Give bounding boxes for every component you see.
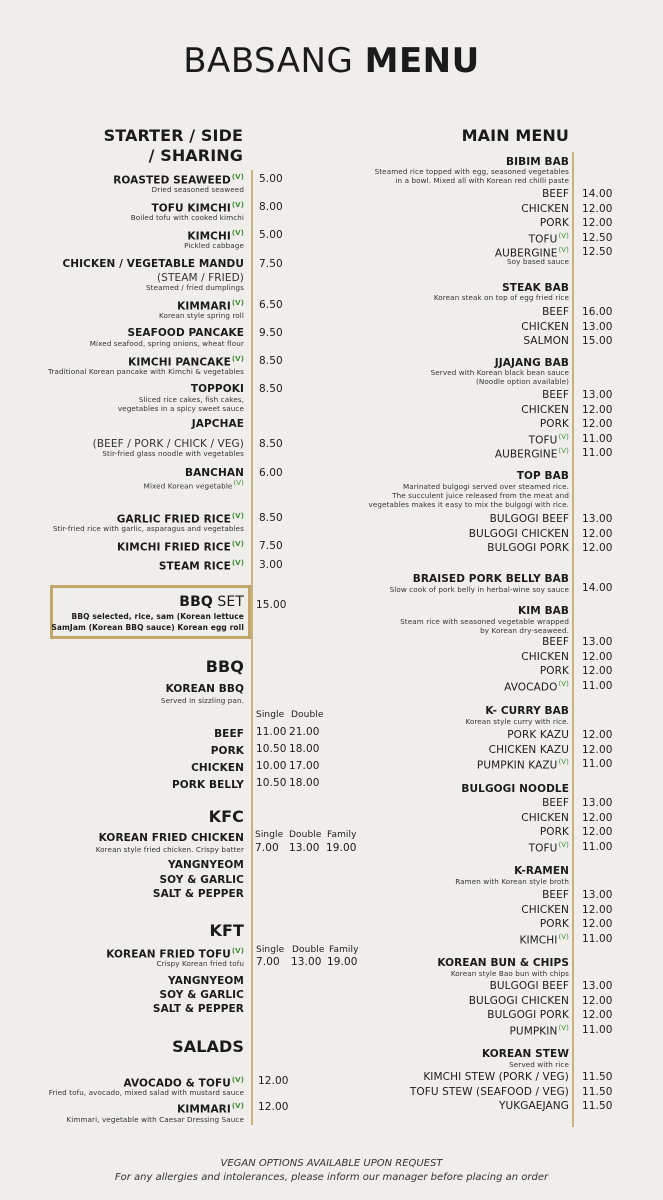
dish-option-text: PORK — [539, 418, 569, 431]
vegan-mark: (V) — [558, 432, 569, 441]
vegan-mark: (V) — [558, 758, 569, 767]
dish-desc: Served with Korean black bean sauce — [430, 368, 569, 377]
dish-option-price: 11.00 — [582, 447, 613, 460]
bbq-row-name: PORK — [210, 745, 244, 757]
kft-price-family: 19.00 — [327, 956, 358, 968]
salad-item-name-text: KIMMARI — [177, 1103, 231, 1116]
price-column-header: Double — [291, 710, 324, 720]
starter-item-desc-text: Sliced rice cakes, fish cakes, — [138, 395, 244, 404]
starter-item-desc-text: Dried seasoned seaweed — [151, 185, 244, 194]
allergy-note: For any allergies and intolerances, please inform our manager before placing an order — [114, 1172, 549, 1183]
dish-name: K-RAMEN — [514, 865, 569, 877]
dish-option-price: 12.00 — [582, 665, 613, 678]
left-divider — [251, 170, 253, 1125]
dish-option-text: CHICKEN — [521, 811, 569, 824]
section-heading: KFT — [209, 921, 244, 940]
starter-item-desc: vegetables in a spicy sweet sauce — [117, 404, 244, 413]
dish-option-price: 13.00 — [582, 889, 613, 901]
price-column-header: Family — [329, 945, 359, 955]
dish-option — [469, 996, 569, 1007]
dish-option — [542, 189, 569, 200]
dish-option-price: 11.50 — [582, 1085, 613, 1098]
vegan-mark: (V) — [231, 1102, 244, 1110]
dish-option-text: TOFU — [528, 842, 558, 855]
dish-option-text: PORK — [539, 918, 569, 931]
dish-option — [489, 745, 569, 756]
starter-item-price: 8.50 — [259, 355, 283, 367]
dish-option-price: 12.00 — [582, 527, 613, 540]
starter-item-desc — [139, 396, 244, 403]
starter-item-desc — [48, 368, 244, 375]
sauce-option: SALT & PEPPER — [152, 888, 244, 900]
dish-option-price: 12.00 — [582, 743, 613, 756]
dish-option-text: YUKGAEJANG — [498, 1100, 569, 1113]
dish-option-text: BULGOGI BEEF — [489, 513, 569, 525]
dish-option — [529, 842, 569, 854]
starter-item-price: 7.50 — [259, 540, 283, 552]
salad-item-desc: Fried tofu, avocado, mixed salad with mustard sauce — [48, 1088, 244, 1097]
dish-option — [540, 666, 569, 677]
bbq-row-double: 17.00 — [289, 760, 320, 772]
dish-option-price: 12.00 — [582, 729, 613, 741]
starter-item-name-text: KIMCHI PANCAKE — [128, 356, 231, 369]
dish-desc: Ramen with Korean style broth — [455, 877, 569, 886]
dish-option-text: TOFU — [528, 434, 558, 447]
starter-item-name-text: TOPPOKI — [190, 383, 244, 395]
dish-name: STEAK BAB — [502, 282, 569, 294]
dish-option-text: BULGOGI PORK — [487, 1009, 569, 1022]
dish-name: K- CURRY BAB — [485, 705, 569, 717]
starter-item-desc — [131, 214, 244, 221]
dish-option — [529, 434, 569, 446]
bbq-row-name: BEEF — [214, 728, 244, 740]
dish-option-text: BEEF — [542, 889, 569, 901]
dish-option — [542, 390, 569, 401]
vegan-mark: (V) — [231, 947, 244, 955]
starter-item-price: 5.00 — [259, 173, 283, 185]
dish-desc: in a bowl. Mixed all with Korean red chilli paste — [395, 176, 569, 185]
dish-option-price: 12.00 — [582, 217, 613, 230]
dish-option-price: 12.00 — [582, 202, 613, 215]
vegan-mark: (V) — [558, 1023, 569, 1032]
dish-option-text: BEEF — [542, 306, 569, 318]
price-column-header: Double — [289, 830, 322, 840]
dish-option-text: AVOCADO — [504, 681, 558, 694]
bbq-set-desc: BBQ selected, rice, sam (Korean lettuce — [71, 612, 244, 621]
vegan-mark: (V) — [558, 447, 569, 456]
dish-option-text: KIMCHI STEW (PORK / VEG) — [423, 1071, 569, 1083]
dish-option-text: SALMON — [523, 335, 569, 348]
starter-item-price: 8.50 — [259, 383, 283, 395]
right-divider — [572, 152, 574, 1127]
section-heading: SALADS — [172, 1037, 244, 1056]
dish-option-price: 12.00 — [582, 811, 613, 824]
dish-option-text: AUBERGINE — [494, 448, 558, 461]
dish-option-text: CHICKEN — [521, 903, 569, 916]
kfc-price-family: 19.00 — [326, 842, 357, 854]
bbq-row-single: 10.00 — [256, 760, 287, 772]
vegan-mark: (V) — [558, 231, 569, 240]
starter-item-name — [127, 328, 244, 339]
dish-name: BULGOGI NOODLE — [461, 783, 569, 795]
dish-option-text: KIMCHI — [519, 934, 558, 947]
vegan-mark: (V) — [233, 479, 244, 487]
dish-desc: (Noodle option available) — [476, 377, 569, 386]
section-heading: MAIN MENU — [461, 126, 569, 145]
kft-price-single: 7.00 — [256, 956, 280, 968]
dish-desc: Steamed rice topped with egg, seasoned vegetables — [374, 167, 569, 176]
dish-option — [490, 514, 569, 525]
kfc-item-name: KOREAN FRIED CHICKEN — [98, 832, 244, 844]
dish-name: BIBIM BAB — [506, 156, 569, 168]
dish-name: TOP BAB — [516, 470, 569, 482]
dish-option — [540, 419, 569, 430]
starter-item-name-text: CHICKEN / VEGETABLE MANDU — [62, 258, 244, 270]
kfc-price-double: 13.00 — [289, 842, 320, 854]
dish-option — [521, 204, 569, 215]
dish-option-text: CHICKEN — [521, 320, 569, 333]
dish-option-price: 15.00 — [582, 335, 613, 348]
dish-option-price: 11.00 — [582, 1023, 613, 1036]
dish-option — [477, 759, 569, 771]
starter-item-name-text: GARLIC FRIED RICE — [116, 513, 231, 526]
starter-item-price: 8.50 — [259, 438, 283, 450]
starter-item-price: 7.50 — [259, 258, 283, 270]
dish-option — [521, 652, 569, 663]
vegan-mark: (V) — [231, 201, 244, 209]
starter-item-name — [62, 259, 244, 270]
bbq-row-single: 11.00 — [256, 726, 287, 738]
starter-item-desc-text: Stir-fried glass noodle with vegetables — [102, 449, 244, 458]
starter-item-price: 8.50 — [259, 512, 283, 524]
dish-option-price: 13.00 — [582, 636, 613, 648]
starter-item-name — [159, 560, 244, 572]
dish-option-text: BULGOGI CHICKEN — [468, 527, 569, 540]
starter-item-price: 3.00 — [259, 559, 283, 571]
kfc-item-desc: Korean style fried chicken. Crispy batter — [95, 845, 244, 854]
dish-option-price: 12.00 — [582, 650, 613, 663]
sauce-option: SOY & GARLIC — [159, 989, 244, 1001]
title-part2: MENU — [364, 41, 480, 81]
starter-item-name — [191, 384, 244, 395]
starter-item-name — [192, 419, 244, 430]
dish-option-text: AUBERGINE — [494, 247, 558, 260]
kft-price-double: 13.00 — [291, 956, 322, 968]
dish-option — [523, 336, 569, 347]
dish-option — [490, 981, 569, 992]
starter-item-desc-text: Pickled cabbage — [184, 241, 244, 250]
dish-option-price: 11.00 — [582, 679, 613, 692]
dish-option-price: 13.00 — [582, 389, 613, 401]
dish-desc: Slow cook of pork belly in herbal-wine soy sauce — [389, 585, 569, 594]
dish-option-text: CHICKEN KAZU — [488, 743, 569, 756]
dish-option-price: 12.00 — [582, 826, 613, 839]
dish-option — [499, 1101, 569, 1112]
dish-option-text: BULGOGI BEEF — [489, 980, 569, 992]
dish-option-text: BEEF — [542, 188, 569, 200]
vegan-mark: (V) — [231, 540, 244, 548]
dish-option-price: 12.50 — [582, 246, 613, 259]
bbq-row-double: 21.00 — [289, 726, 320, 738]
dish-option-text: PORK — [539, 826, 569, 839]
starter-item-name-text: BANCHAN — [184, 467, 244, 479]
dish-option — [487, 543, 569, 554]
starter-item-price: 9.50 — [259, 327, 283, 339]
bbq-set-title: BBQ SET — [179, 594, 244, 610]
dish-option-price: 12.00 — [582, 994, 613, 1007]
price-column-header: Single — [256, 710, 285, 720]
dish-option-text: CHICKEN — [521, 403, 569, 416]
kft-item-name-text: KOREAN FRIED TOFU — [106, 948, 231, 961]
price-column-header: Single — [256, 945, 285, 955]
dish-option-price: 11.50 — [582, 1071, 613, 1083]
dish-option-price: 12.00 — [582, 918, 613, 931]
dish-option — [542, 890, 569, 901]
dish-option-price: 13.00 — [582, 513, 613, 525]
dish-option-text: CHICKEN — [521, 650, 569, 663]
dish-desc: vegetables makes it easy to mix the bulgogi with rice. — [368, 500, 569, 509]
dish-option-text: BEEF — [542, 797, 569, 809]
sauce-option: YANGNYEOM — [168, 859, 244, 871]
dish-option-price: 12.00 — [582, 903, 613, 916]
bbq-row-name: CHICKEN — [191, 762, 244, 774]
starter-item-desc-text: Steamed / fried dumplings — [146, 283, 244, 292]
dish-option-text: CHICKEN — [521, 202, 569, 215]
dish-desc: Korean style Bao bun with chips — [450, 969, 569, 978]
dish-option-text: BEEF — [542, 389, 569, 401]
section-heading: / SHARING — [148, 146, 243, 165]
dish-option-text: TOFU STEW (SEAFOOD / VEG) — [409, 1085, 569, 1098]
starter-item-option: (STEAM / FRIED) — [156, 272, 244, 284]
dish-option-price: 13.00 — [582, 320, 613, 333]
vegan-mark: (V) — [558, 679, 569, 688]
starter-item-desc — [184, 242, 244, 249]
price-column-header: Family — [327, 830, 357, 840]
bbq-set-desc: SamJam (Korean BBQ sauce) Korean egg roll — [51, 623, 244, 632]
dish-option — [469, 529, 569, 540]
section-heading: KFC — [208, 807, 244, 826]
bbq-item-desc: Served in sizzling pan. — [160, 696, 244, 705]
starter-item-desc — [146, 284, 244, 291]
dish-price: 14.00 — [582, 582, 613, 594]
salad-item-desc: Kimmari, vegetable with Caesar Dressing Sauce — [66, 1115, 244, 1124]
vegan-mark: (V) — [231, 173, 244, 181]
dish-option-price: 13.00 — [582, 797, 613, 809]
bbq-row-single: 10.50 — [256, 777, 287, 789]
dish-option-price: 12.50 — [582, 231, 613, 244]
dish-option — [509, 1025, 569, 1037]
dish-option — [521, 322, 569, 333]
vegan-mark: (V) — [231, 512, 244, 520]
dish-option — [519, 934, 569, 946]
dish-name: KOREAN BUN & CHIPS — [437, 957, 569, 969]
dish-option-price: 14.00 — [582, 188, 613, 200]
dish-option — [521, 813, 569, 824]
starter-item-desc — [102, 450, 244, 457]
price-column-header: Single — [255, 830, 284, 840]
dish-desc: Marinated bulgogi served over steamed rice. — [402, 482, 569, 491]
starter-item-desc — [90, 340, 244, 347]
page-title — [0, 41, 663, 81]
dish-option — [521, 905, 569, 916]
dish-option — [540, 218, 569, 229]
starter-item-price: 6.00 — [259, 467, 283, 479]
starter-item-desc-text: Mixed Korean vegetable — [143, 481, 233, 491]
dish-option-price: 11.00 — [582, 758, 613, 771]
dish-option-price: 16.00 — [582, 306, 613, 318]
vegan-mark: (V) — [231, 229, 244, 237]
title-part1: BABSANG — [183, 41, 354, 81]
starter-item-price: 6.50 — [259, 299, 283, 311]
starter-item-desc — [53, 525, 244, 532]
dish-option — [521, 405, 569, 416]
section-heading: BBQ — [205, 657, 244, 676]
dish-option-text: BULGOGI CHICKEN — [468, 994, 569, 1007]
dish-desc: Served with rice — [509, 1060, 569, 1069]
dish-desc: Korean style curry with rice. — [465, 717, 569, 726]
starter-item-desc — [159, 312, 244, 319]
starter-item-desc-text: Boiled tofu with cooked kimchi — [130, 213, 244, 222]
starter-item-name-text: JAPCHAE — [191, 418, 244, 430]
dish-option-text: PUMPKIN — [509, 1025, 558, 1038]
salad-item-name — [177, 1103, 244, 1115]
kft-item-desc: Crispy Korean fried tofu — [156, 959, 244, 968]
dish-option-price: 12.00 — [582, 403, 613, 416]
dish-option — [542, 637, 569, 648]
sauce-option: SALT & PEPPER — [152, 1003, 244, 1015]
kfc-price-single: 7.00 — [255, 842, 279, 854]
dish-option-text: TOFU — [528, 233, 558, 246]
starter-item-name-text: KIMCHI FRIED RICE — [117, 541, 231, 554]
starter-item-desc — [144, 480, 244, 490]
vegan-mark: (V) — [558, 840, 569, 849]
dish-option-price: 11.00 — [582, 432, 613, 445]
price-column-header: Double — [292, 945, 325, 955]
salad-item-price: 12.00 — [258, 1101, 289, 1113]
dish-option-text: BEEF — [542, 636, 569, 648]
starter-item-desc-text: Traditional Korean pancake with Kimchi & vegetables — [47, 367, 244, 376]
vegan-mark: (V) — [231, 299, 244, 307]
dish-desc: The succulent juice released from the meat and — [392, 491, 569, 500]
dish-option-text: BULGOGI PORK — [487, 542, 569, 555]
dish-option — [529, 233, 569, 245]
bbq-row-double: 18.00 — [289, 777, 320, 789]
dish-option-price: 12.00 — [582, 1009, 613, 1022]
dish-option-price: 11.00 — [582, 840, 613, 853]
bbq-row-double: 18.00 — [289, 743, 320, 755]
starter-item-name-text: KIMMARI — [177, 300, 231, 313]
sauce-option: SOY & GARLIC — [159, 874, 244, 886]
dish-name: JJAJANG BAB — [494, 357, 569, 369]
starter-item-desc-text: Mixed seafood, spring onions, wheat flour — [89, 339, 244, 348]
sauce-option: YANGNYEOM — [168, 975, 244, 987]
dish-desc: by Korean dry-seaweed. — [480, 626, 569, 635]
dish-option — [410, 1087, 569, 1098]
dish-option-price: 11.50 — [582, 1100, 613, 1113]
dish-option-price: 13.00 — [582, 980, 613, 992]
dish-name: KOREAN STEW — [482, 1048, 569, 1060]
bbq-set-price: 15.00 — [256, 599, 287, 611]
dish-option-price: 12.00 — [582, 418, 613, 431]
section-heading: STARTER / SIDE — [103, 126, 243, 145]
starter-item-desc-text: Stir-fried rice with garlic, asparagus and vegetables — [52, 524, 244, 533]
bbq-item-name: KOREAN BBQ — [165, 683, 244, 695]
dish-option-text: PUMPKIN KAZU — [476, 759, 558, 772]
starter-item-name-text: TOFU KIMCHI — [151, 202, 231, 215]
starter-item-name-text: SEAFOOD PANCAKE — [127, 327, 244, 339]
dish-option — [487, 1010, 569, 1021]
vegan-mark: (V) — [558, 932, 569, 941]
starter-item-name-text: ROASTED SEAWEED — [113, 174, 231, 187]
dish-desc: Steam rice with seasoned vegetable wrapped — [400, 617, 569, 626]
vegan-mark: (V) — [231, 355, 244, 363]
dish-option — [540, 827, 569, 838]
starter-item-price: 8.00 — [259, 201, 283, 213]
starter-item-desc — [152, 186, 244, 193]
starter-item-name-text: KIMCHI — [187, 230, 231, 243]
starter-item-name — [117, 541, 244, 553]
dish-option-text: PORK KAZU — [507, 729, 569, 741]
dish-option-text: PORK — [539, 665, 569, 678]
starter-item-desc-text: Korean style spring roll — [159, 311, 244, 320]
dish-name: KIM BAB — [518, 605, 569, 617]
starter-item-price: 5.00 — [259, 229, 283, 241]
dish-option-text: PORK — [539, 217, 569, 230]
starter-item-name — [185, 468, 244, 479]
salad-item-name-text: AVOCADO & TOFU — [123, 1077, 231, 1090]
bbq-row-name: PORK BELLY — [171, 779, 244, 791]
bbq-row-single: 10.50 — [256, 743, 287, 755]
dish-note: Soy based sauce — [506, 257, 569, 266]
vegan-note: VEGAN OPTIONS AVAILABLE UPON REQUEST — [220, 1158, 443, 1169]
dish-option — [540, 919, 569, 930]
salad-item-price: 12.00 — [258, 1075, 289, 1087]
dish-option — [495, 448, 569, 460]
vegan-mark: (V) — [231, 1076, 244, 1084]
dish-option — [542, 307, 569, 318]
dish-option — [504, 681, 569, 693]
dish-option-price: 11.00 — [582, 932, 613, 945]
starter-item-name-text: STEAM RICE — [158, 560, 231, 573]
dish-option — [423, 1072, 569, 1083]
starter-item-option: (BEEF / PORK / CHICK / VEG) — [92, 438, 244, 450]
dish-option-price: 12.00 — [582, 542, 613, 555]
dish-desc: Korean steak on top of egg fried rice — [433, 293, 569, 302]
dish-option — [507, 730, 569, 741]
vegan-mark: (V) — [231, 559, 244, 567]
vegan-mark: (V) — [558, 246, 569, 255]
dish-name: BRAISED PORK BELLY BAB — [412, 573, 569, 585]
dish-option — [542, 798, 569, 809]
